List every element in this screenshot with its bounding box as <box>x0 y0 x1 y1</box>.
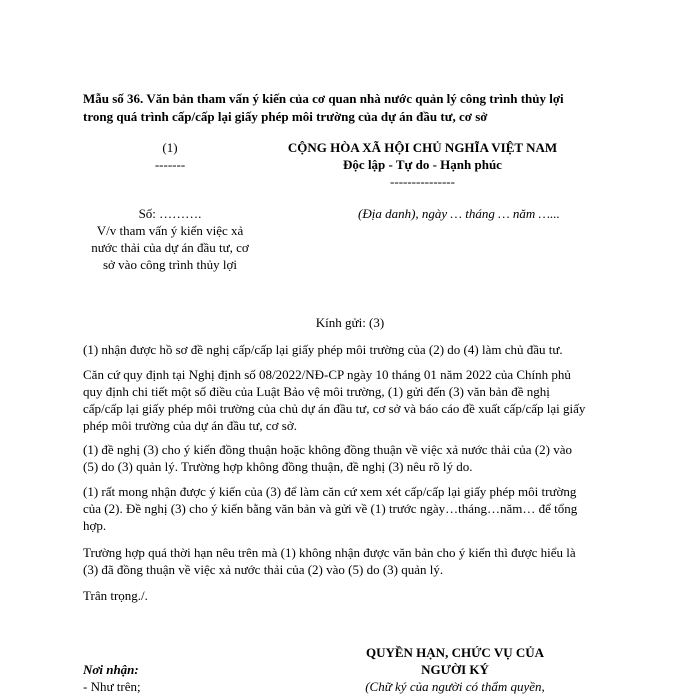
national-motto: Độc lập - Tự do - Hạnh phúc <box>343 157 502 172</box>
document-number: Số: ………. <box>138 206 202 221</box>
place-date: (Địa danh), ngày … tháng … năm …... <box>358 206 560 221</box>
body-paragraph: (1) rất mong nhận được ý kiến của (3) để làm căn cứ xem xét cấp/cấp lại giấy phép môi trường của (2). Đề nghị (3) cho ý kiến bằng văn bản và gửi về (1) trước ngày…tháng…năm… để tổng hợp. <box>83 484 578 533</box>
body-paragraph: (1) nhận được hồ sơ đề nghị cấp/cấp lại giấy phép môi trường của (2) do (4) làm chủ đầu tư. <box>83 342 563 357</box>
recipients-label: Nơi nhận: <box>83 662 139 677</box>
body-paragraph: Căn cứ quy định tại Nghị định số 08/2022/NĐ-CP ngày 10 tháng 01 năm 2022 của Chính phủ quy định chi tiết một số điều của Luật Bảo vệ môi trường, (1) gửi đến (3) văn bản đề nghị cấp/cấp lại giấy phép môi trường của chủ dự án đầu tư, cơ sở và báo cáo đề xuất cấp/cấp lại giấy phép môi trường của dự án đầu tư, cơ sở. <box>83 367 586 433</box>
national-header <box>270 139 575 173</box>
closing: Trân trọng./. <box>83 588 148 603</box>
body-paragraph: (1) đề nghị (3) cho ý kiến đồng thuận hoặc không đồng thuận về việc xả nước thải của (2) vào (5) do (3) quản lý. Trường hợp không đồng thuận, đề nghị (3) nêu rõ lý do. <box>83 442 572 474</box>
motto-underline: --------------- <box>390 174 455 189</box>
form-title: Mẫu số 36. Văn bản tham vấn ý kiến của cơ quan nhà nước quản lý công trình thủy lợi trong quá trình cấp/cấp lại giấy phép môi trường của dự án đầu tư, cơ sở <box>83 91 564 124</box>
greeting: Kính gửi: (3) <box>315 315 385 330</box>
signature-title: QUYỀN HẠN, CHỨC VỤ CỦA NGƯỜI KÝ <box>365 645 545 677</box>
document-subject: V/v tham vấn ý kiến việc xả nước thải của dự án đầu tư, cơ sở vào công trình thủy lợi <box>91 223 249 272</box>
nation-name: CỘNG HÒA XÃ HỘI CHỦ NGHĨA VIỆT NAM <box>287 140 558 155</box>
recipient-item: - Như trên; <box>83 679 141 694</box>
signature-note: (Chữ ký của người có thẩm quyền, <box>365 679 545 694</box>
issuing-agency: (1) ------- <box>154 140 186 172</box>
body-paragraph: Trường hợp quá thời hạn nêu trên mà (1) không nhận được văn bản cho ý kiến thì được hiểu là (3) đã đồng thuận về việc xả nước thải của (2) vào (5) do (3) quản lý. <box>83 545 576 577</box>
